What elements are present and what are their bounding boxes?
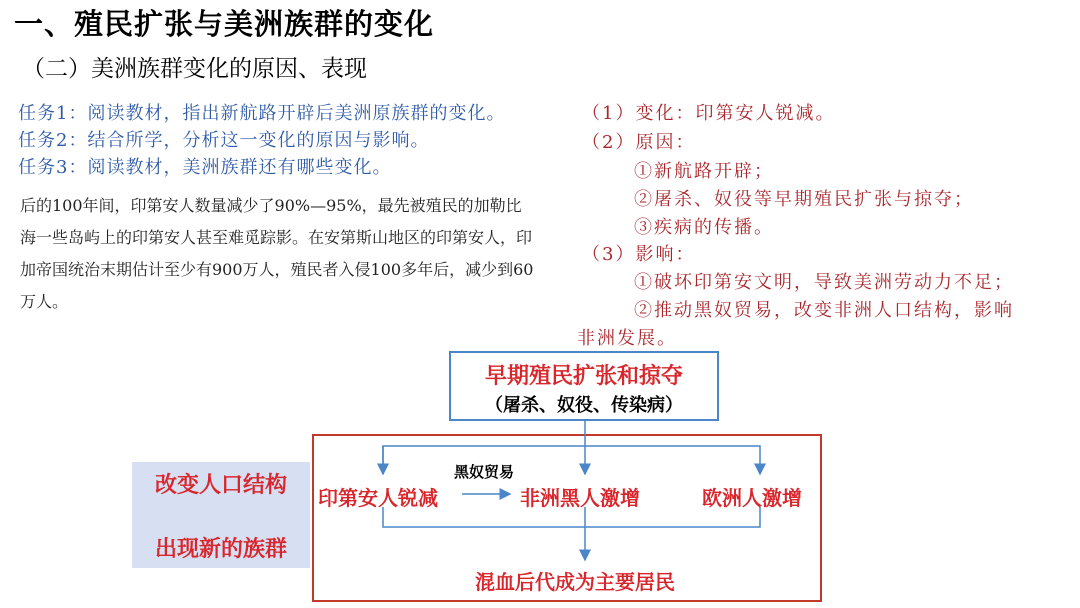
task-3: 任务3：阅读教材，美洲族群还有哪些变化。 bbox=[18, 157, 392, 178]
node-african-increase: 非洲黑人激增 bbox=[520, 486, 640, 510]
answer-impact-tail: 非洲发展。 bbox=[577, 328, 677, 349]
trade-label: 黑奴贸易 bbox=[454, 463, 515, 481]
answer-impact-head: （3）影响： bbox=[582, 244, 696, 265]
arrow-to-european bbox=[383, 446, 760, 474]
answer-reason-3: ③疾病的传播。 bbox=[634, 217, 774, 238]
node-european-increase: 欧洲人激增 bbox=[702, 486, 802, 510]
section-subtitle: （二）美洲族群变化的原因、表现 bbox=[22, 56, 367, 82]
answer-reason-1: ①新航路开辟； bbox=[634, 161, 774, 182]
answer-reason-2: ②屠杀、奴役等早期殖民扩张与掠夺； bbox=[634, 189, 974, 210]
side-label-box bbox=[132, 462, 310, 568]
cause-box-subtitle: （屠杀、奴役、传染病） bbox=[485, 395, 683, 416]
node-result: 混血后代成为主要居民 bbox=[475, 570, 675, 594]
cause-box bbox=[449, 351, 719, 421]
answer-impact-1: ①破坏印第安文明，导致美洲劳动力不足； bbox=[634, 272, 1014, 293]
answer-reasons-head: （2）原因： bbox=[582, 132, 696, 153]
task-2: 任务2：结合所学，分析这一变化的原因与影响。 bbox=[18, 130, 430, 151]
node-indian-decline: 印第安人锐减 bbox=[318, 486, 438, 510]
side-label-structure: 改变人口结构 bbox=[154, 473, 287, 498]
cause-box-title: 早期殖民扩张和掠夺 bbox=[484, 364, 683, 389]
textbook-excerpt: 后的100年间，印第安人数量减少了90%—95%，最先被殖民的加勒比海一些岛屿上的印第安人甚至难觅踪影。在安第斯山地区的印第安人，印加帝国统治末期估计至少有900万人，殖民者入侵100多年后，减少到60万人。 bbox=[20, 196, 534, 311]
side-label-new-groups: 出现新的族群 bbox=[154, 537, 287, 562]
answer-change: （1）变化：印第安人锐减。 bbox=[582, 103, 836, 124]
page-title: 一、殖民扩张与美洲族群的变化 bbox=[14, 7, 435, 41]
answer-impact-2: ②推动黑奴贸易，改变非洲人口结构，影响 bbox=[634, 300, 1014, 321]
task-1: 任务1：阅读教材，指出新航路开辟后美洲原族群的变化。 bbox=[18, 103, 506, 124]
